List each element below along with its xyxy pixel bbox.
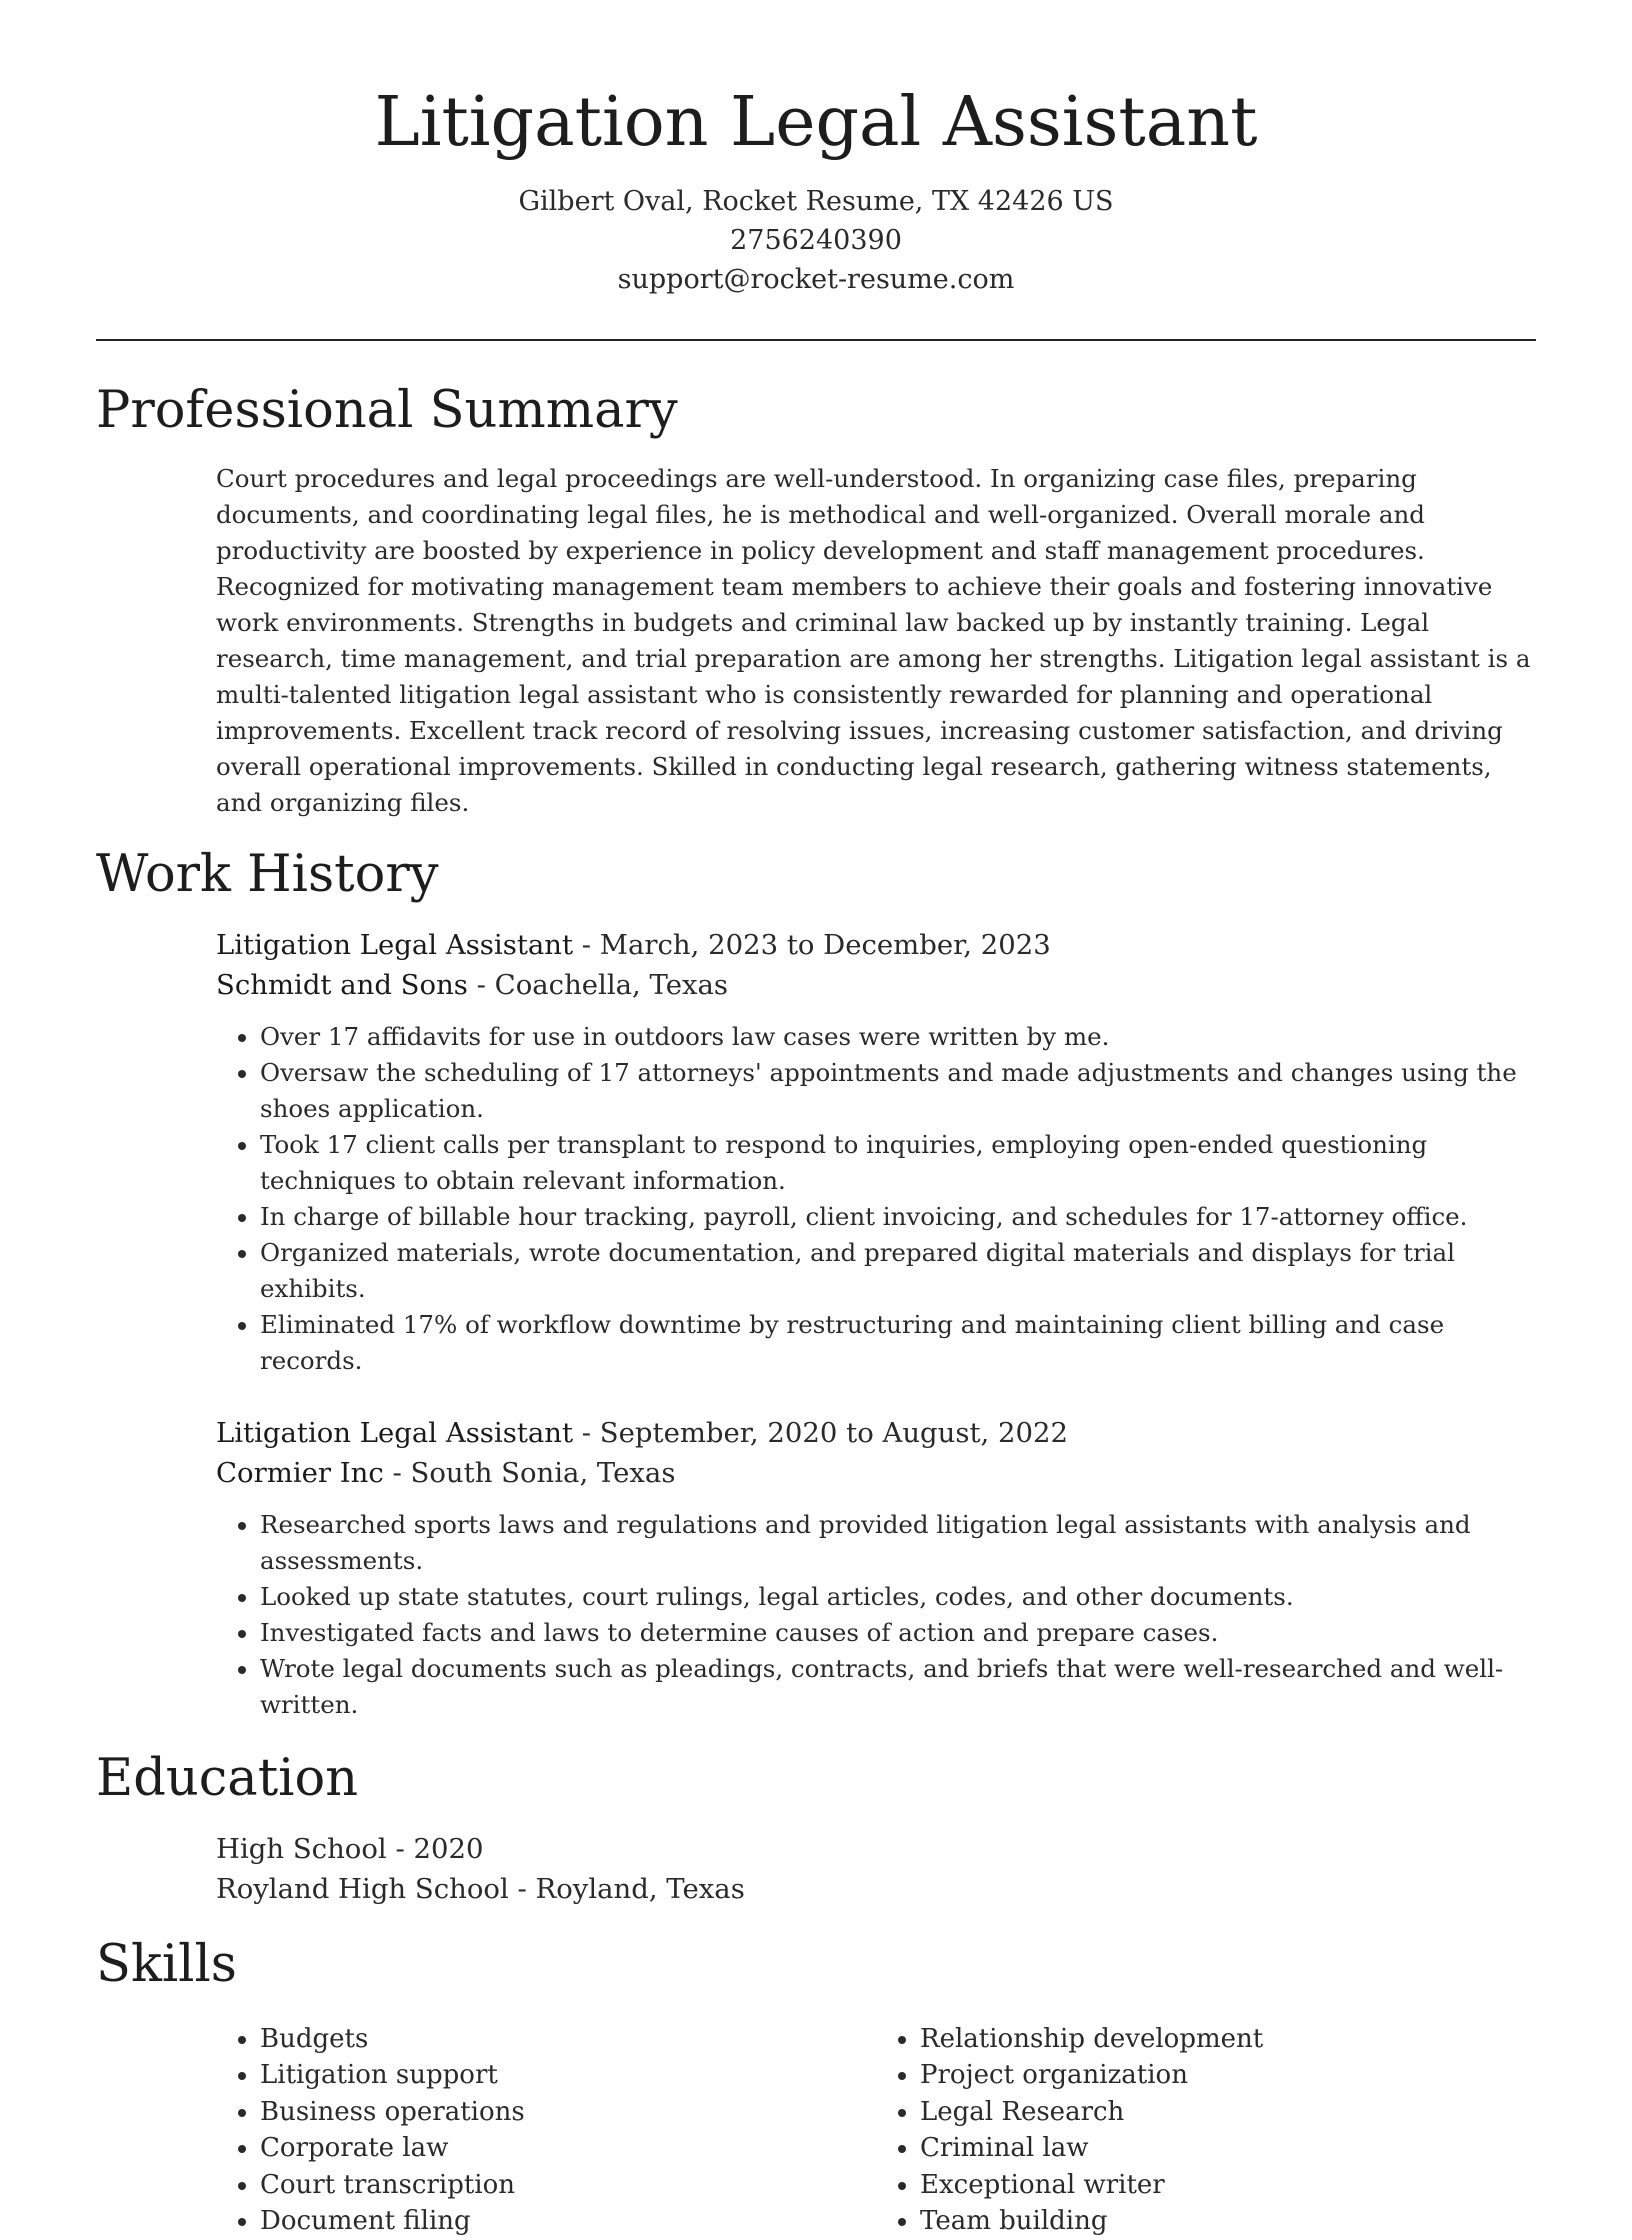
job-role: Litigation Legal Assistant	[216, 1416, 574, 1449]
work-history-title: Work History	[96, 844, 439, 904]
list-item: • Took 17 client calls per transplant to respond to inquiries, employing open-ended questioning techniques to obtain relevant information.	[260, 1127, 1536, 1199]
contact-block	[96, 182, 1536, 299]
education-section	[216, 1829, 1536, 1909]
resume-name: Litigation Legal Assistant	[374, 83, 1258, 162]
job-location: - Coachella, Texas	[467, 968, 729, 1001]
education-school-line	[216, 1869, 1536, 1909]
education-title: Education	[96, 1748, 359, 1808]
job-entry	[216, 925, 1536, 1379]
list-item: • Looked up state statutes, court rulings, legal articles, codes, and other documents.	[260, 1579, 1536, 1615]
list-item: • Corporate law	[260, 2130, 876, 2167]
education-degree: High School	[216, 1832, 387, 1865]
job-company-line	[216, 965, 1536, 1005]
job-dates: - September, 2020 to August, 2022	[573, 1416, 1069, 1449]
resume-header	[96, 0, 1536, 299]
job-title-line	[216, 1413, 1536, 1453]
summary-text: Court procedures and legal proceedings are well-understood. In organizing case files, preparing documents, and coordinating legal files, he is methodical and well-organized. Overall morale and productivity are boosted by experience in policy development and staff management procedures. Recognized for motivating management team members to achieve their goals and fostering innovative work environments. Strengths in budgets and criminal law backed up by instantly training. Legal research, time management, and trial preparation are among her strengths. Litigation legal assistant is a multi-talented litigation legal assistant who is consistently rewarded for planning and operational improvements. Excellent track record of resolving issues, increasing customer satisfaction, and driving overall operational improvements. Skilled in conducting legal research, gathering witness statements, and organizing files.	[216, 463, 1531, 817]
contact-phone: 2756240390	[730, 224, 902, 256]
list-item: • Over 17 affidavits for use in outdoors law cases were written by me.	[260, 1019, 1536, 1055]
work-history-section	[216, 925, 1536, 1723]
header-divider	[96, 339, 1536, 341]
list-item: • Budgets	[260, 2021, 876, 2058]
contact-email: support@rocket-resume.com	[617, 263, 1015, 295]
list-item: • In charge of billable hour tracking, payroll, client invoicing, and schedules for 17-attorney office.	[260, 1199, 1536, 1235]
job-entry	[216, 1413, 1536, 1723]
education-school: Royland High School	[216, 1872, 509, 1905]
list-item: • Wrote legal documents such as pleadings, contracts, and briefs that were well-researched and well-written.	[260, 1651, 1536, 1723]
job-company: Cormier Inc	[216, 1456, 384, 1489]
job-dates: - March, 2023 to December, 2023	[573, 928, 1051, 961]
job-location: - South Sonia, Texas	[383, 1456, 676, 1489]
list-item: • Researched sports laws and regulations and provided litigation legal assistants with analysis and assessments.	[260, 1507, 1536, 1579]
job-role: Litigation Legal Assistant	[216, 928, 574, 961]
job-bullets	[216, 1507, 1536, 1723]
list-item: • Exceptional writer	[920, 2167, 1536, 2204]
education-location: - Royland, Texas	[508, 1872, 745, 1905]
list-item: • Eliminated 17% of workflow downtime by restructuring and maintaining client billing and case records.	[260, 1307, 1536, 1379]
job-title-line	[216, 925, 1536, 965]
list-item: • Legal Research	[920, 2094, 1536, 2131]
list-item: • Relationship development	[920, 2021, 1536, 2058]
list-item: • Organized materials, wrote documentation, and prepared digital materials and displays for trial exhibits.	[260, 1235, 1536, 1307]
list-item: • Litigation support	[260, 2057, 876, 2094]
job-bullets	[216, 1019, 1536, 1379]
skills-list-right	[876, 2021, 1536, 2240]
summary-title: Professional Summary	[96, 380, 678, 440]
list-item: • Investigated facts and laws to determine causes of action and prepare cases.	[260, 1615, 1536, 1651]
education-year: - 2020	[386, 1832, 484, 1865]
skills-title: Skills	[96, 1934, 237, 1994]
list-item: • Oversaw the scheduling of 17 attorneys' appointments and made adjustments and changes using the shoes application.	[260, 1055, 1536, 1127]
summary-section	[216, 461, 1536, 821]
education-degree-line	[216, 1829, 1536, 1869]
job-company: Schmidt and Sons	[216, 968, 468, 1001]
list-item: • Team building	[920, 2203, 1536, 2240]
list-item: • Court transcription	[260, 2167, 876, 2204]
list-item: • Criminal law	[920, 2130, 1536, 2167]
skills-section	[216, 2015, 1536, 2240]
skills-list-left	[216, 2021, 876, 2240]
contact-address: Gilbert Oval, Rocket Resume, TX 42426 US	[518, 185, 1114, 217]
job-company-line	[216, 1453, 1536, 1493]
list-item: • Business operations	[260, 2094, 876, 2131]
list-item: • Project organization	[920, 2057, 1536, 2094]
list-item: • Document filing	[260, 2203, 876, 2240]
